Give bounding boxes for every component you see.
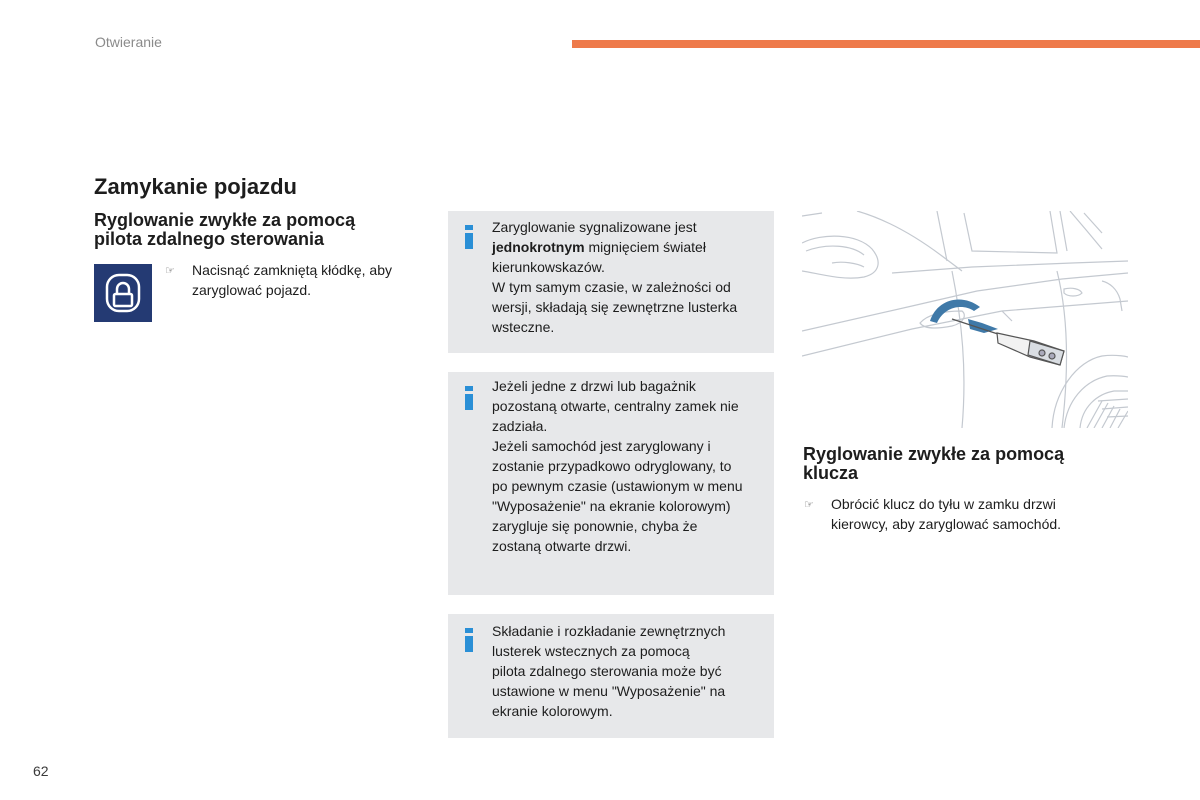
- info-line: zostaną otwarte drzwi.: [492, 538, 632, 554]
- info-line: kierunkowskazów.: [492, 259, 605, 275]
- info-line: Zaryglowanie sygnalizowane jest: [492, 219, 697, 235]
- info-bold-text: jednokrotnym: [492, 239, 585, 255]
- car-door-key-illustration: [802, 211, 1128, 428]
- key-locking-instruction: [804, 494, 1134, 534]
- info-line: zostanie przypadkowo odryglowany, to: [492, 458, 732, 474]
- info-line: pilota zdalnego sterowania może być: [492, 663, 722, 679]
- info-icon: [463, 225, 475, 249]
- info-line: wsteczne.: [492, 319, 555, 335]
- heading-line: Ryglowanie zwykłe za pomocą: [94, 210, 356, 230]
- remote-locking-instruction: [165, 260, 425, 300]
- pointing-hand-icon: ☞: [804, 499, 814, 511]
- info-line: Jeżeli samochód jest zaryglowany i: [492, 438, 711, 454]
- info-line: pozostaną otwarte, centralny zamek nie: [492, 398, 739, 414]
- section-title: Otwieranie: [95, 34, 162, 50]
- header-accent-bar: [572, 40, 1200, 48]
- lock-button-icon: [94, 264, 152, 322]
- page-title: Zamykanie pojazdu: [94, 174, 297, 199]
- info-line: "Wyposażenie" na ekranie kolorowym): [492, 498, 731, 514]
- heading-line: pilota zdalnego sterowania: [94, 229, 325, 249]
- info-line: wersji, składają się zewnętrzne lusterka: [492, 299, 738, 315]
- info-line: [492, 237, 768, 257]
- info-icon: [463, 628, 475, 652]
- instruction-line: zaryglować pojazd.: [192, 282, 312, 298]
- instruction-line: Obrócić klucz do tyłu w zamku drzwi: [831, 496, 1056, 512]
- info-line: zarygluje się ponownie, chyba że: [492, 518, 698, 534]
- remote-locking-heading: [94, 211, 424, 249]
- info-line: W tym samym czasie, w zależności od: [492, 279, 731, 295]
- info-icon: [463, 386, 475, 410]
- info-box-mirror-folding: [448, 614, 774, 738]
- info-box-signaling: [448, 211, 774, 353]
- info-line-rest: mignięciem świateł: [584, 239, 706, 255]
- info-line: Składanie i rozkładanie zewnętrznych: [492, 623, 726, 639]
- page-number: 62: [33, 763, 49, 779]
- info-line: ekranie kolorowym.: [492, 703, 613, 719]
- info-line: lusterek wstecznych za pomocą: [492, 643, 690, 659]
- heading-line: Ryglowanie zwykłe za pomocą: [803, 444, 1065, 464]
- pointing-hand-icon: ☞: [165, 265, 175, 277]
- info-line: ustawione w menu "Wyposażenie" na: [492, 683, 726, 699]
- instruction-line: kierowcy, aby zaryglować samochód.: [831, 516, 1062, 532]
- key-locking-heading: [803, 445, 1133, 483]
- info-box-central-locking: [448, 372, 774, 595]
- info-line: zadziała.: [492, 418, 548, 434]
- heading-line: klucza: [803, 463, 859, 483]
- info-line: Jeżeli jedne z drzwi lub bagażnik: [492, 378, 696, 394]
- instruction-line: Nacisnąć zamkniętą kłódkę, aby: [192, 262, 392, 278]
- info-line: po pewnym czasie (ustawionym w menu: [492, 478, 743, 494]
